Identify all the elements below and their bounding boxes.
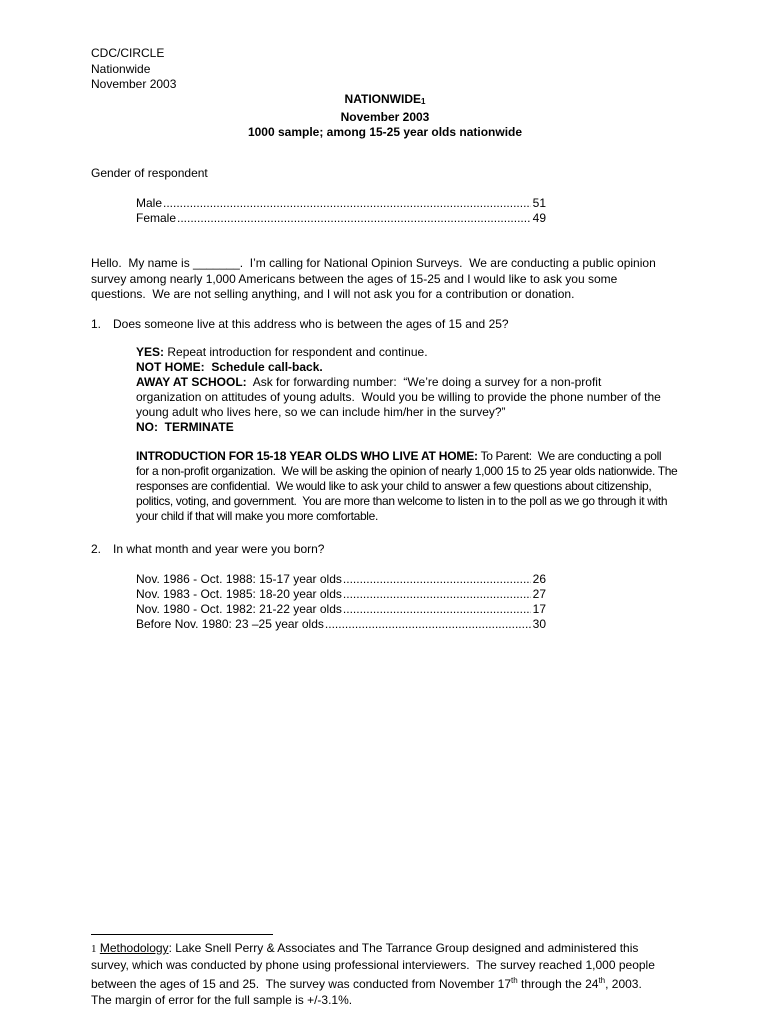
result-row: Nov. 1986 - Oct. 1988: 15-17 year olds ..... 26 — [136, 572, 546, 587]
result-row-female: Female ..... 49 — [136, 211, 546, 226]
intro-15-18: INTRODUCTION FOR 15-18 YEAR OLDS WHO LIVE AT HOME: To Parent: We are conducting a poll for a non-profit organization. We will be asking the opinion of nearly 1,000 15 to 25 year olds nationwide. The responses are confidential. We would like to ask your child to answer a few questions about citizenship, politics, voting, and government. You are more than welcome to listen in to the poll as we go through it with your child if that will make you more comfortable. — [136, 449, 678, 523]
question-text: In what month and year were you born? — [113, 542, 325, 556]
q1-instructions: YES: Repeat introduction for respondent and continue. NOT HOME: Schedule call-back. AWAY AT SCHOOL: Ask for forwarding number: “We’re doing a survey for a non-profit organization on attitudes of young adults. Would you be willing to provide the phone number of the young adult who lives here, so we can include him/her in the survey?” NO: TERMINATE — [136, 345, 681, 435]
title-date: November 2003 — [340, 109, 430, 124]
header-scope: Nationwide — [91, 61, 151, 76]
header-date: November 2003 — [91, 77, 177, 91]
footnote-ref: 1 — [420, 97, 426, 106]
document-header — [91, 46, 176, 93]
result-row: Nov. 1983 - Oct. 1985: 18-20 year olds ..... 27 — [136, 587, 546, 602]
question-number: 1. — [91, 317, 102, 331]
result-row: Nov. 1980 - Oct. 1982: 21-22 year olds ..... 17 — [136, 602, 546, 617]
question-1 — [91, 317, 509, 331]
title-sample: 1000 sample; among 15-25 year olds nationwide — [247, 125, 523, 139]
intro-paragraph: Hello. My name is _______. I’m calling for National Opinion Surveys. We are conducting a public opinion survey among nearly 1,000 Americans between the ages of 15-25 and I would like to ask you some questions. We are not selling anything, and I will not ask you for a contribution or donation. — [91, 256, 656, 301]
header-organization: CDC/CIRCLE — [91, 46, 165, 60]
question-2 — [91, 542, 325, 556]
q1-no: NO: TERMINATE — [136, 420, 234, 434]
q1-not-home: NOT HOME: Schedule call-back. — [136, 360, 323, 374]
q1-away: AWAY AT SCHOOL: Ask for forwarding number: “We’re doing a survey for a non-profit — [136, 375, 602, 389]
result-row: Before Nov. 1980: 23 –25 year olds ..... 30 — [136, 617, 546, 632]
gender-results — [136, 196, 546, 226]
footnote-label: Methodology — [99, 941, 169, 955]
q1-yes: YES: Repeat introduction for respondent and continue. — [136, 345, 428, 359]
footnote: 1 Methodology: Lake Snell Perry & Associates and The Tarrance Group designed and administered this survey, which was conducted by phone using professional interviewers. The survey reached 1,000 people between the ages of 15 and 25. The survey was conducted from November 17th through the 24th, 2003. The margin of error for the full sample is +/-3.1%. — [91, 941, 655, 1007]
document-title — [0, 92, 770, 141]
age-results — [136, 572, 546, 632]
question-text: Does someone live at this address who is between the ages of 15 and 25? — [113, 317, 509, 331]
footnote-marker: 1 — [91, 943, 97, 955]
question-number: 2. — [91, 542, 102, 556]
result-row-male: Male ..... 51 — [136, 196, 546, 211]
gender-heading: Gender of respondent — [91, 166, 208, 180]
footnote-divider — [91, 934, 273, 935]
title-main: NATIONWIDE1 — [344, 92, 426, 106]
